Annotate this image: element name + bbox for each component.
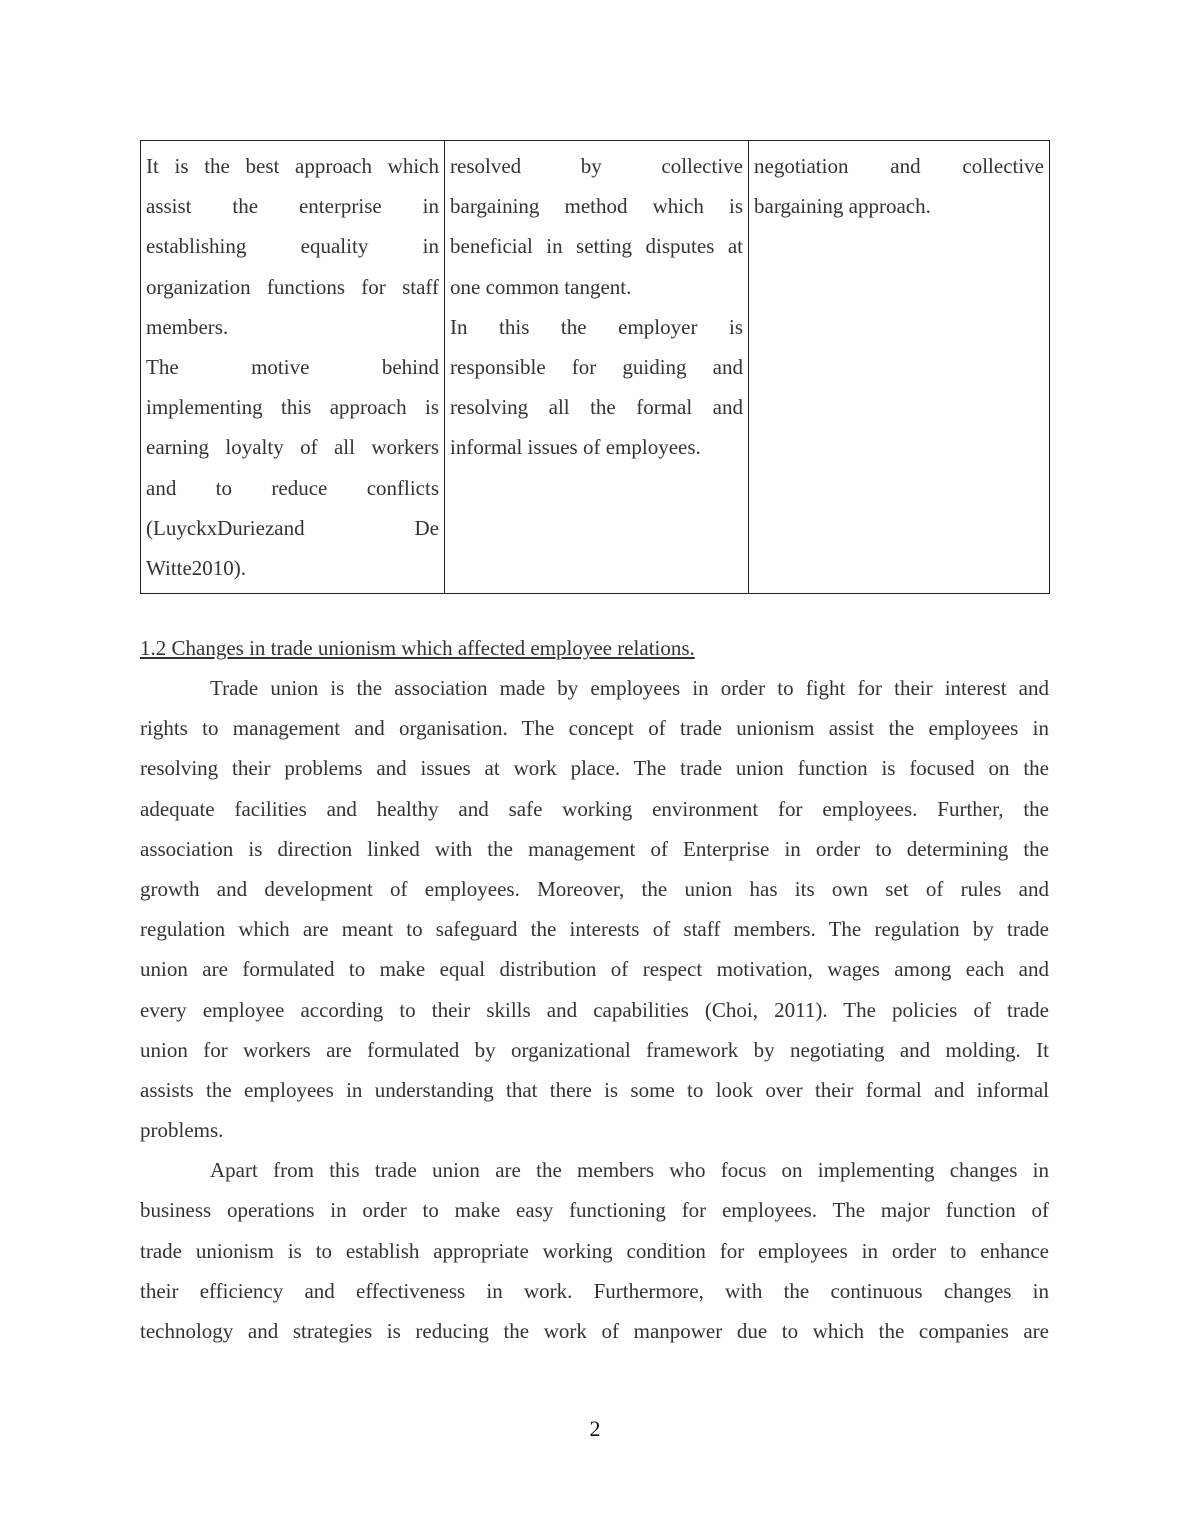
table-cell [444,141,748,593]
comparison-table [140,140,1050,594]
text-line: rights to management and organisation. The concept of trade unionism assist the employees in [140,716,1049,741]
table-cell [141,141,444,593]
text-line: Trade union is the association made by employees in order to fight for their interest and [210,676,1049,700]
text-line: The motive behind [146,354,439,379]
text-line: and to reduce conflicts [146,475,439,500]
text-line: assists the employees in understanding that there is some to look over their formal and informal [140,1077,1049,1102]
text-line: bargaining method which is [450,194,743,219]
text-line: business operations in order to make easy functioning for employees. The major function of [140,1198,1049,1223]
text-line: responsible for guiding and [450,354,743,379]
text-line: It is the best approach which [146,154,439,178]
text-line: assist the enterprise in [146,194,439,219]
text-line: Witte2010). [146,555,247,580]
text-line: adequate facilities and healthy and safe working environment for employees. Further, the [140,796,1049,821]
text-line: union for workers are formulated by organizational framework by negotiating and molding. It [140,1037,1049,1062]
table-cell [748,141,1049,593]
text-line: trade unionism is to establish appropriate working condition for employees in order to enhance [140,1238,1049,1263]
text-line: resolved by collective [450,154,743,178]
text-line: association is direction linked with the management of Enterprise in order to determining the [140,836,1049,861]
text-line: informal issues of employees. [450,435,701,460]
text-line: Apart from this trade union are the members who focus on implementing changes in [210,1158,1049,1183]
text-line: their efficiency and effectiveness in work. Furthermore, with the continuous changes in [140,1278,1049,1303]
text-line: regulation which are meant to safeguard the interests of staff members. The regulation by trade [140,917,1049,942]
text-line: one common tangent. [450,274,632,299]
text-line: growth and development of employees. Moreover, the union has its own set of rules and [140,876,1049,901]
text-line: organization functions for staff [146,274,439,299]
section-heading: 1.2 Changes in trade unionism which affected employee relations. [140,636,695,660]
paragraph [140,668,1049,1150]
text-line: (LuyckxDuriezand De [146,515,439,540]
text-line: union are formulated to make equal distribution of respect motivation, wages among each and [140,957,1049,982]
text-line: resolving all the formal and [450,395,743,420]
text-line: beneficial in setting disputes at [450,234,743,259]
paragraph [140,1150,1049,1351]
text-line: negotiation and collective [754,154,1044,178]
text-line: technology and strategies is reducing the work of manpower due to which the companies are [140,1319,1049,1343]
body-text [140,668,1049,1351]
text-line: In this the employer is [450,314,743,339]
text-line: earning loyalty of all workers [146,435,439,460]
page-number: 2 [589,1416,601,1441]
text-line: problems. [140,1118,224,1143]
text-line: every employee according to their skills and capabilities (Choi, 2011). The policies of trade [140,997,1049,1022]
text-line: members. [146,314,229,339]
text-line: resolving their problems and issues at work place. The trade union function is focused on the [140,756,1049,781]
text-line: establishing equality in [146,234,439,259]
text-line: bargaining approach. [754,194,931,219]
text-line: implementing this approach is [146,395,439,420]
